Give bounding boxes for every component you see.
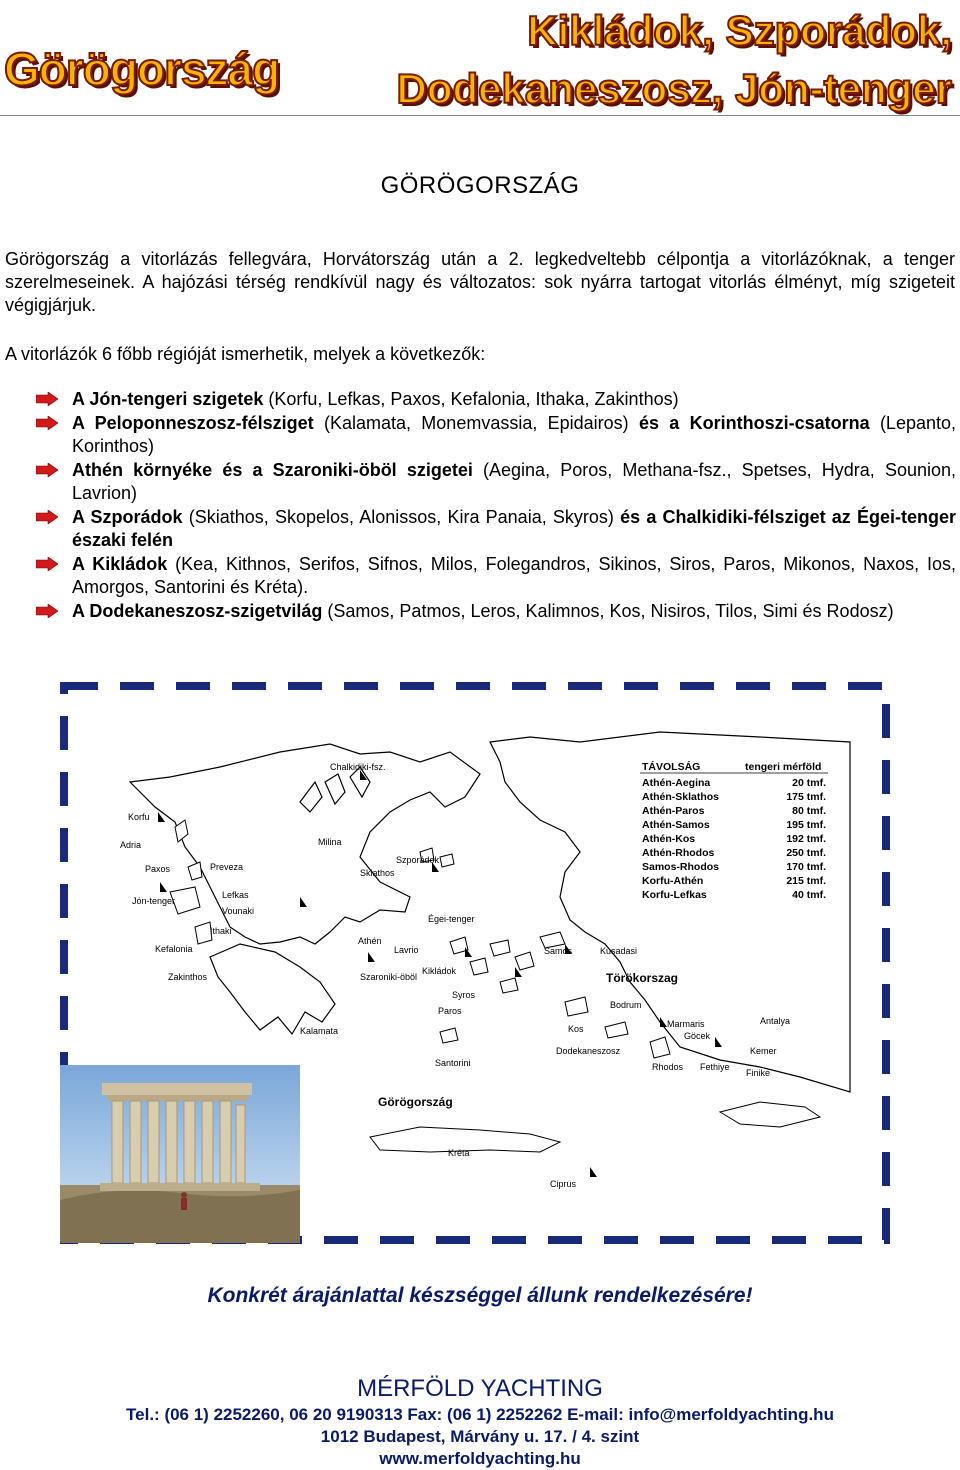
region-item [36,553,956,600]
map-label-finike: Finike [746,1068,771,1078]
map-label-szporadok: Szporádok [396,855,440,865]
map-label-paros: Paros [438,1006,462,1016]
region-name: A Szporádok [72,506,183,527]
region-item [36,388,956,412]
map-label-gocek: Göcek [684,1031,711,1041]
contact-address: 1012 Budapest, Márvány u. 17. / 4. szint [320,1427,640,1446]
map-label-samos: Samos [544,946,573,956]
region-name: A Dodekaneszosz-szigetvilág [72,600,323,621]
distance-value: 175 tmf. [786,791,826,803]
region-name: Athén környéke és a Szaroniki-öböl szigetei [72,459,473,480]
map-label-kemer: Kemer [750,1046,777,1056]
region-name-extra: és a Korinthoszi-csatorna [638,412,870,433]
map-label-ciprus: Ciprus [550,1179,577,1189]
distance-route: Athén-Paros [642,805,705,817]
distance-route: Athén-Samos [642,819,710,831]
header-right-line1: Kikládok, Szporádok, [527,7,952,54]
map-label-kusadasi: Kusadasi [600,946,638,956]
header-right-line2: Dodekaneszosz, Jón-tenger [396,65,952,112]
map-label-vounaki: Vounaki [222,906,255,916]
company-name: MÉRFÖLD YACHTING [357,1375,603,1402]
distance-value: 195 tmf. [786,819,826,831]
arrow-icon [36,557,58,571]
map-label-zakinthos: Zakinthos [168,972,208,982]
arrow-icon [36,416,58,430]
region-name: A Peloponneszosz-félsziget [72,412,314,433]
map-label-fethiye: Fethiye [700,1062,730,1072]
regions-list [36,388,956,623]
map-label-torokorszag: Törökorszag [606,971,679,985]
map-label-kos: Kos [568,1024,584,1034]
map-label-egei-tenger: Égei-tenger [428,914,475,924]
map-label-skiathos: Skiathos [360,868,395,878]
map-label-bodrum: Bodrum [610,1000,642,1010]
distance-header-route: TÁVOLSÁG [642,761,701,773]
distance-value: 250 tmf. [786,847,826,859]
region-detail: (Skiathos, Skopelos, Alonissos, Kira Panaia, Skyros) [182,506,621,527]
map-label-antalya: Antalya [760,1016,791,1026]
region-item [36,600,956,624]
region-detail: (Korfu, Lefkas, Paxos, Kefalonia, Ithaka, Zakinthos) [263,389,679,409]
distance-value: 40 tmf. [792,889,826,901]
region-name: A Jón-tengeri szigetek [72,389,264,409]
map-label-marmaris: Marmaris [667,1019,705,1029]
distance-route: Athén-Aegina [642,777,711,789]
map-label-kefalonia: Kefalonia [155,944,193,954]
distance-value: 215 tmf. [786,875,826,887]
map-label-chalkidiki: Chalkidiki-fsz. [330,762,386,772]
arrow-icon [36,604,58,618]
region-item [36,412,956,459]
page-title: GÖRÖGORSZÁG [380,172,580,199]
arrow-icon [36,510,58,524]
map-label-rhodos: Rhodos [652,1062,684,1072]
header-divider [0,115,960,116]
map-label-ithaki: Ithaki [210,926,232,936]
header-right-title [397,2,952,118]
map-label-szaroniki: Szaroniki-öböl [360,972,418,982]
distance-route: Athén-Kos [642,833,696,845]
offer-text: Konkrét árajánlattal készséggel állunk rendelkezésére! [207,1284,753,1307]
distance-route: Athén-Sklathos [642,791,720,803]
region-item [36,459,956,506]
region-detail: (Kalamata, Monemvassia, Epidairos) [313,412,639,433]
region-detail: (Aegina, Poros, Methana-fsz., Spetses, Hydra, Sounion, Lavrion) [72,459,957,503]
map-label-adria: Adria [120,840,142,850]
intro-paragraph: Görögország a vitorlázás fellegvára, Horvátország után a 2. legkedveltebb célpontja a vitorlázóknak, a tenger szerelmeseinek. A hajózási térség rendkívül nagy és változatos: sok nyárra tartogat vitorlás élményt, míg szigeteit végigjárjuk. [5,249,955,315]
distance-route: Korfu-Athén [642,875,704,887]
map-label-kalamata: Kalamata [300,1026,339,1036]
distance-value: 192 tmf. [786,833,826,845]
contact-web[interactable]: www.merfoldyachting.hu [379,1449,581,1468]
map-label-milina: Milina [318,837,342,847]
map-label-lefkas: Lefkas [222,890,249,900]
map-label-preveza: Preveza [210,862,244,872]
map-label-paxos: Paxos [145,864,171,874]
map-label-syros: Syros [452,990,476,1000]
distance-route: Athén-Rhodos [642,847,715,859]
map-label-athen: Athén [358,936,382,946]
map-label-korfu: Korfu [128,812,150,822]
distance-value: 170 tmf. [786,861,826,873]
region-detail: (Samos, Patmos, Leros, Kalimnos, Kos, Nisiros, Tilos, Simi és Rodosz) [322,600,894,621]
region-detail: (Kea, Kithnos, Serifos, Sifnos, Milos, Folegandros, Sikinos, Siros, Paros, Mikonos, Naxos, Ios, Amorgos, Santorini és Kréta). [72,553,957,597]
region-detail-extra: (Lepanto, Korinthos) [72,412,956,456]
arrow-icon [36,463,58,477]
map-label-dodekaneszosz: Dodekaneszosz [556,1046,621,1056]
map-label-gorogorszag: Görögország [378,1095,453,1109]
map-label-santorini: Santorini [435,1058,471,1068]
distance-value: 20 tmf. [792,777,826,789]
region-name: A Kikládok [72,553,168,574]
map-label-lavrio: Lavrio [394,945,419,955]
regions-intro: A vitorlázók 6 főbb régióját ismerhetik, melyek a következők: [5,344,486,364]
map-label-kikladok: Kikládok [422,966,457,976]
region-name-extra: és a Chalkidiki-félsziget az Égei-tenger északi felén [72,506,956,550]
distance-route: Samos-Rhodos [642,861,720,873]
region-item [36,506,956,553]
map-label-kreta: Kréta [448,1148,470,1158]
distance-header-miles: tengeri mérföld [745,761,822,773]
map-label-jon-tenger: Jón-tenger [132,896,176,906]
arrow-icon [36,392,58,406]
distance-value: 80 tmf. [792,805,826,817]
header-left-title: Görögország [4,43,280,95]
distance-route: Korfu-Lefkas [642,889,707,901]
temple-photo [60,1065,300,1243]
contact-phones: Tel.: (06 1) 2252260, 06 20 9190313 Fax: (06 1) 2252262 E-mail: info@merfoldyachting.hu [126,1405,834,1424]
